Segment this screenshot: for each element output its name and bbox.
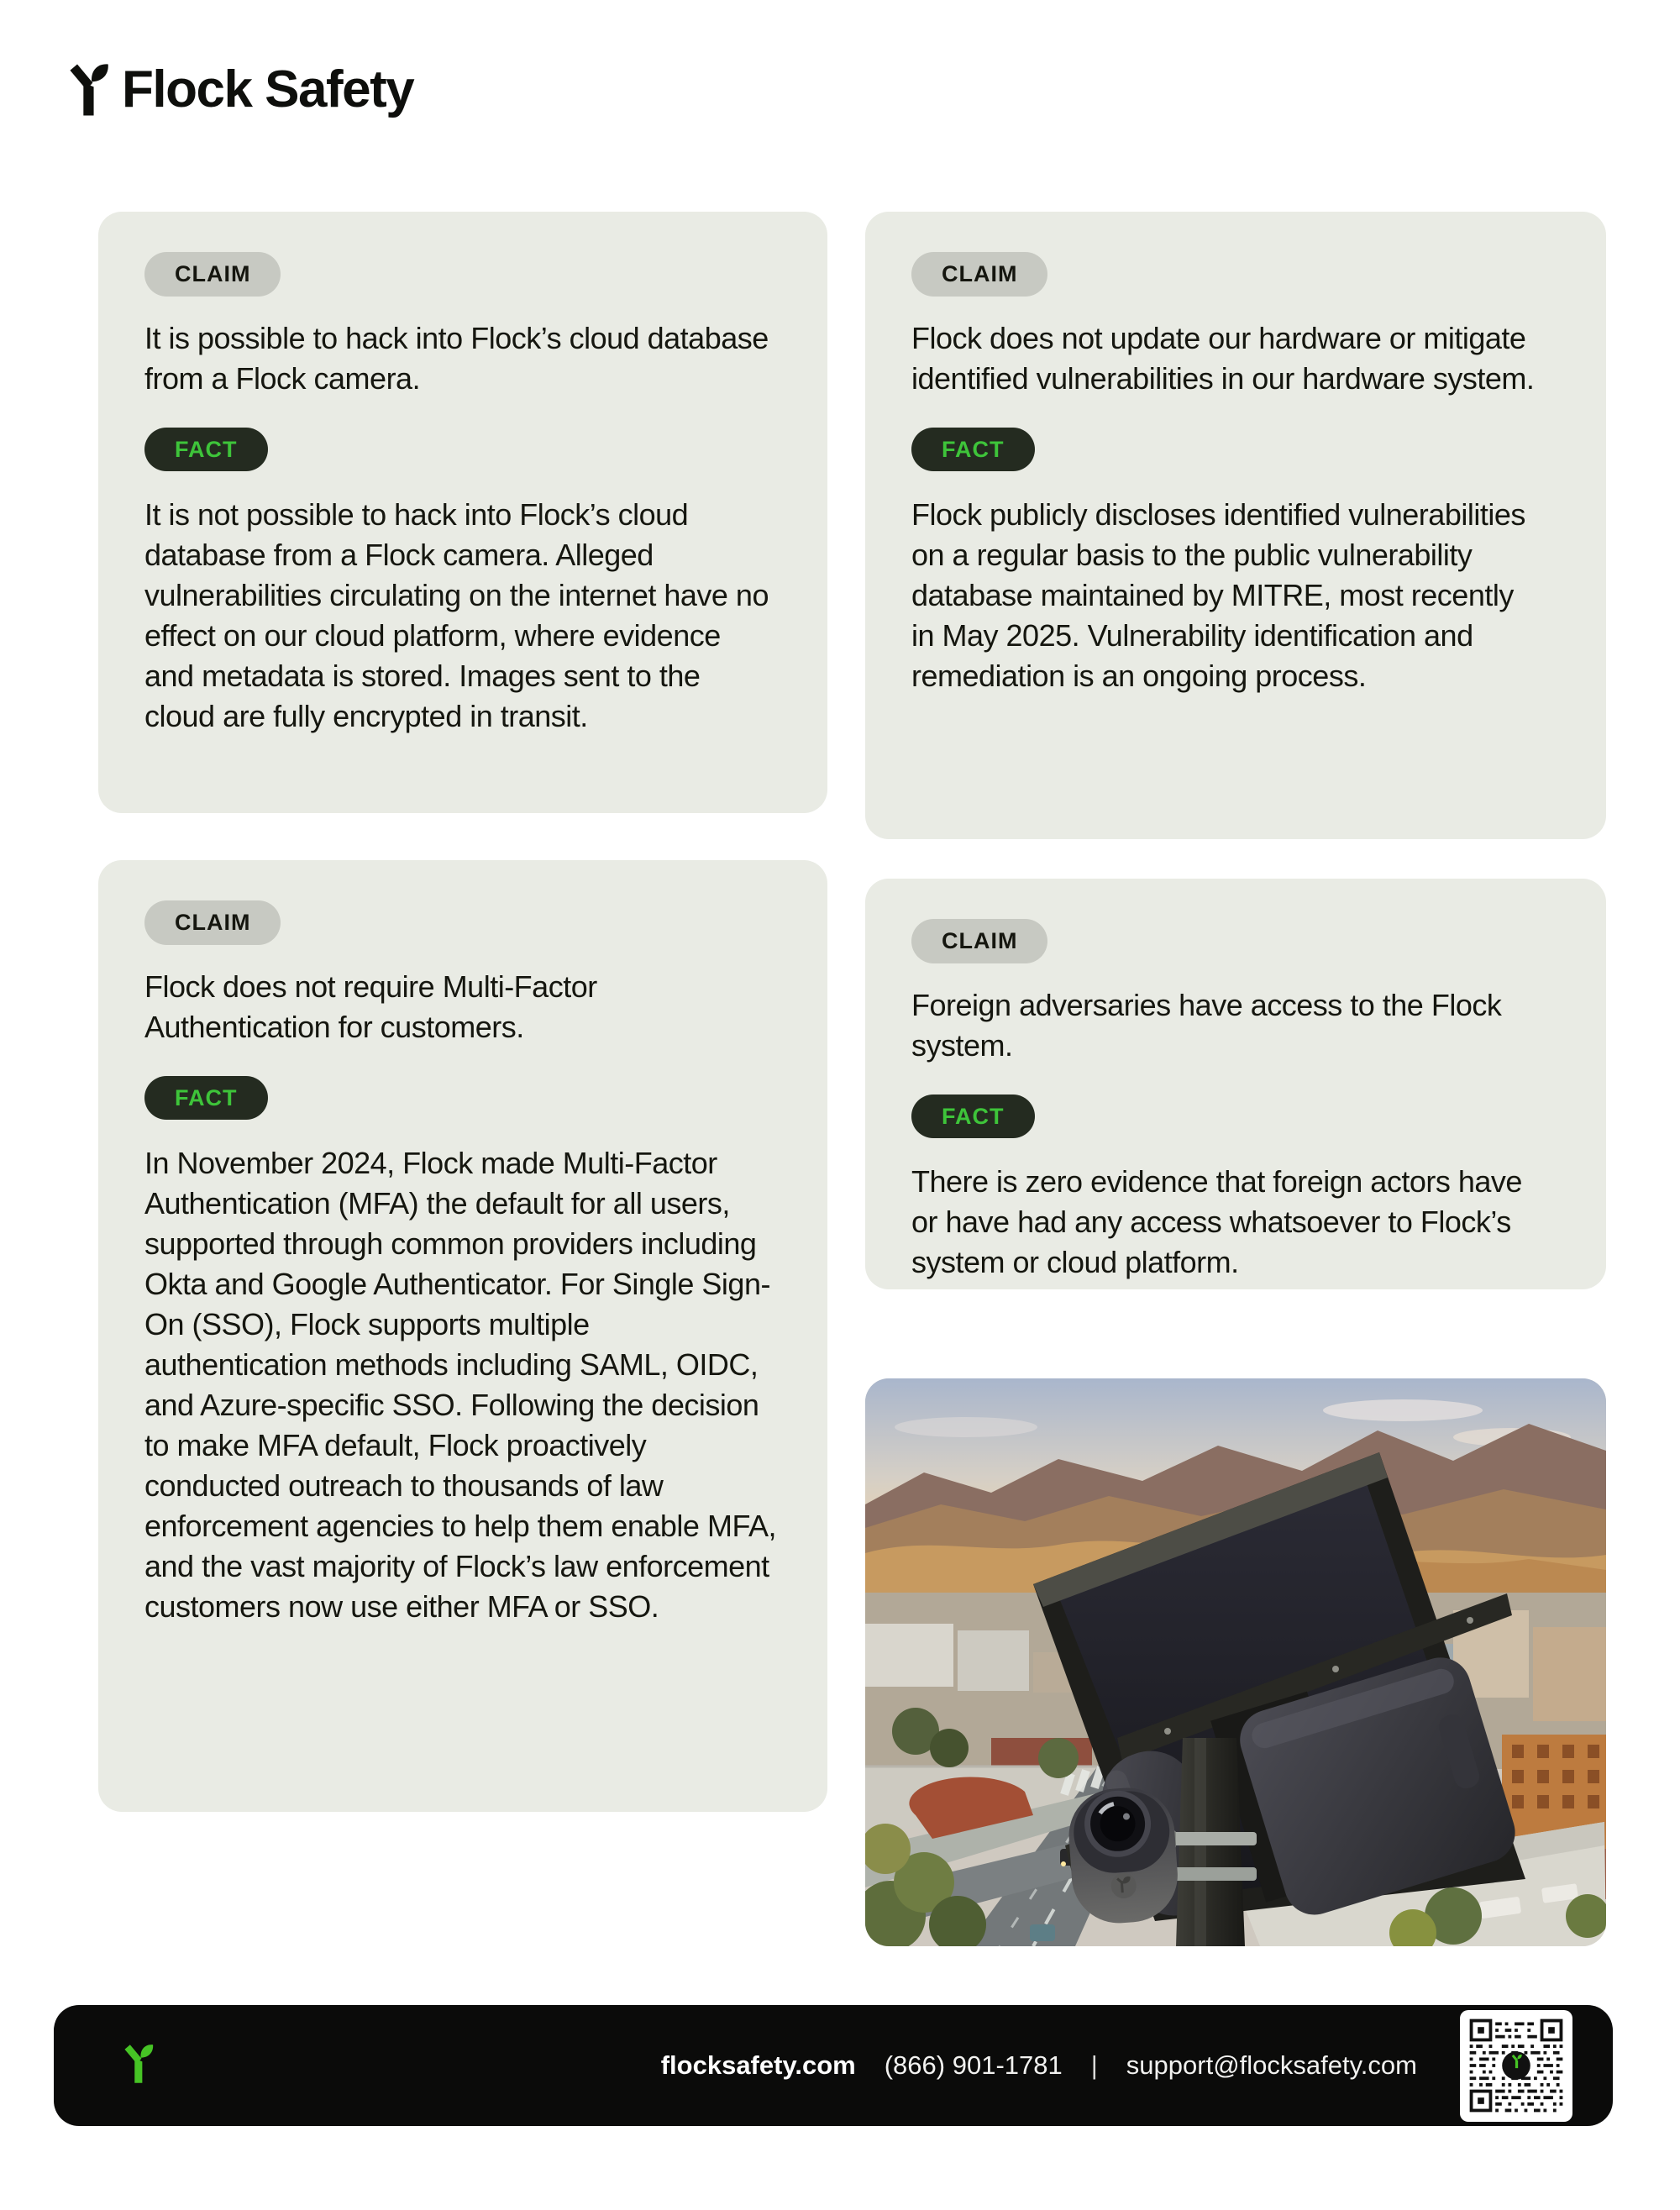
right-column (865, 212, 1606, 1946)
fact-text: Flock publicly discloses identified vulnerabilities on a regular basis to the public vulnerability database maintained by MITRE, most recently in May 2025. Vulnerability identification and remediation is an ongoing process. (911, 497, 1525, 694)
email-link[interactable]: support@flocksafety.com (1126, 2050, 1417, 2080)
fact-badge: FACT (144, 1076, 268, 1121)
claim-fact-grid (98, 212, 1606, 1946)
flock-bird-sprout-icon (120, 2030, 154, 2102)
footer-contact (661, 2050, 1417, 2081)
fact-badge: FACT (144, 428, 268, 472)
card-mfa (98, 860, 827, 1812)
separator: | (1090, 2050, 1098, 2080)
brand-name: Flock Safety (122, 60, 414, 118)
claim-text: Flock does not update our hardware or mitigate identified vulnerabilities in our hardware system. (911, 320, 1535, 396)
claim-text: Foreign adversaries have access to the Flock system. (911, 987, 1502, 1063)
claim-badge: CLAIM (144, 900, 281, 945)
brand-logo (63, 60, 1680, 118)
card-foreign-adversaries (865, 879, 1606, 1289)
qr-code (1460, 2010, 1572, 2122)
flock-bird-sprout-icon (63, 62, 110, 118)
claim-text: It is possible to hack into Flock’s cloud database from a Flock camera. (144, 320, 769, 396)
claim-text: Flock does not require Multi-Factor Authentication for customers. (144, 969, 597, 1044)
camera-cityscape-photo (865, 1378, 1606, 1946)
website-link[interactable]: flocksafety.com (660, 2050, 856, 2080)
footer-bar (54, 2005, 1613, 2126)
phone-link[interactable]: (866) 901-1781 (884, 2050, 1063, 2080)
flock-camera-device (1066, 1785, 1181, 1926)
fact-text: It is not possible to hack into Flock’s cloud database from a Flock camera. Alleged vulnerabilities circulating on the internet have no effect on our cloud platform, where evidence and metadata is stored. Images sent to the cloud are fully encrypted in transit. (144, 497, 769, 734)
fact-text: In November 2024, Flock made Multi-Factor Authentication (MFA) the default for all users, supported through common providers including Okta and Google Authenticator. For Single Sign-On (SSO), Flock supports multiple authentication methods including SAML, OIDC, and Azure-specific SSO. Following the decision to make MFA default, Flock proactively conducted outreach to thousands of law enforcement agencies to help them enable MFA, and the vast majority of Flock’s law enforcement customers now use either MFA or SSO. (144, 1146, 776, 1625)
claim-badge: CLAIM (911, 252, 1047, 297)
card-hardware-updates (865, 212, 1606, 839)
flock-camera-photo-illustration (865, 1378, 1606, 1946)
claim-badge: CLAIM (911, 919, 1047, 963)
left-column (98, 212, 827, 1812)
fact-badge: FACT (911, 428, 1035, 472)
fact-text: There is zero evidence that foreign actors have or have had any access whatsoever to Flock’s system or cloud platform. (911, 1164, 1522, 1280)
claim-badge: CLAIM (144, 252, 281, 297)
fact-badge: FACT (911, 1095, 1035, 1139)
card-cloud-hack (98, 212, 827, 813)
